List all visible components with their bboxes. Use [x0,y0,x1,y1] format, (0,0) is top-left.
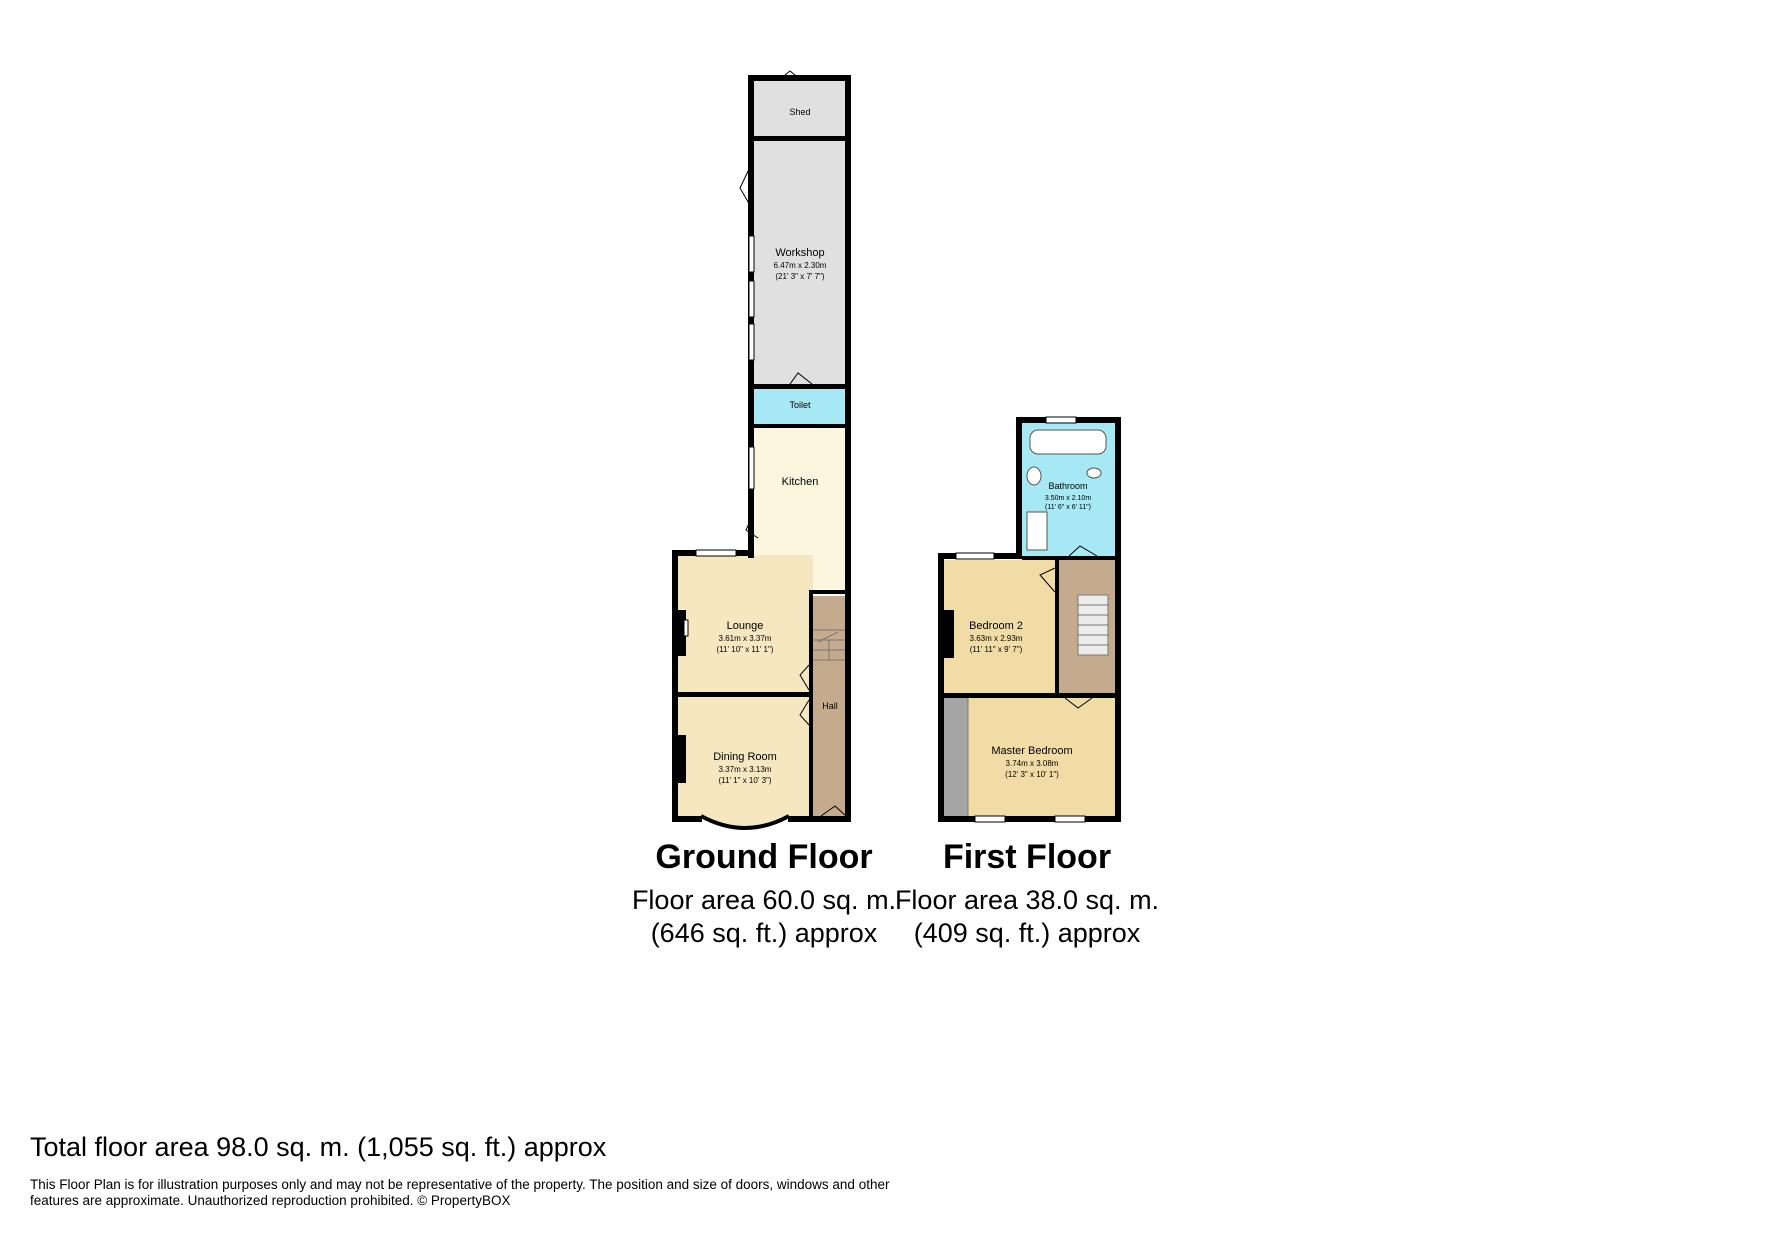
master-bedroom-room [944,698,1115,816]
workshop-dim-m: 6.47m x 2.30m [773,261,827,270]
lounge-dim-ft: (11' 10" x 11' 1") [716,645,774,654]
first-floor-title: First Floor [942,838,1112,876]
basin-icon [1027,467,1041,485]
kitchen-label: Kitchen [781,476,819,488]
total-floor-area: Total floor area 98.0 sq. m. (1,055 sq. ft.) approx [30,1132,607,1162]
dining-room-label: Dining Room [713,751,777,763]
bedroom-2-dim-m: 3.63m x 2.93m [969,634,1023,643]
ground-floor-plan [672,71,851,828]
master-bedroom-dim-m: 3.74m x 3.08m [1005,759,1059,768]
master-bedroom-dim-ft: (12' 3" x 10' 1") [1005,770,1059,779]
hall-label: Hall [822,701,838,711]
bedroom-2-dim-ft: (11' 11" x 9' 7") [969,645,1023,654]
wardrobe [944,698,968,816]
lounge-dim-m: 3.61m x 3.37m [718,634,772,643]
toilet-label: Toilet [789,400,811,410]
shed-label: Shed [789,107,811,117]
bathroom-dim-m: 3.50m x 2.10m [1044,495,1092,502]
workshop-dim-ft: (21' 3" x 7' 7") [775,272,825,281]
first-floor-plan [938,417,1121,822]
lounge-label: Lounge [726,620,764,632]
workshop-label: Workshop [775,247,825,259]
first-stairs [1078,595,1108,655]
disclaimer-text: This Floor Plan is for illustration purposes only and may not be representative of the property. The position and size of doors, windows and other features are approximate. Unauthorized reproduction prohibited. © PropertyBOX [30,1177,890,1208]
shower-icon [1027,512,1047,550]
toilet-icon [1087,468,1101,478]
master-bedroom-label: Master Bedroom [991,745,1073,757]
bath-icon [1030,430,1106,454]
first-floor-area: Floor area 38.0 sq. m. (409 sq. ft.) approx [894,885,1160,948]
dining-room-dim-ft: (11' 1" x 10' 3") [718,776,772,785]
bedroom-2-label: Bedroom 2 [969,620,1023,632]
ground-floor-title: Ground Floor [655,838,873,876]
ground-floor-area: Floor area 60.0 sq. m. (646 sq. ft.) approx [631,885,897,948]
dining-room-dim-m: 3.37m x 3.13m [718,765,772,774]
bathroom-label: Bathroom [1048,481,1088,491]
bathroom-dim-ft: (11' 6" x 6' 11") [1045,504,1091,511]
